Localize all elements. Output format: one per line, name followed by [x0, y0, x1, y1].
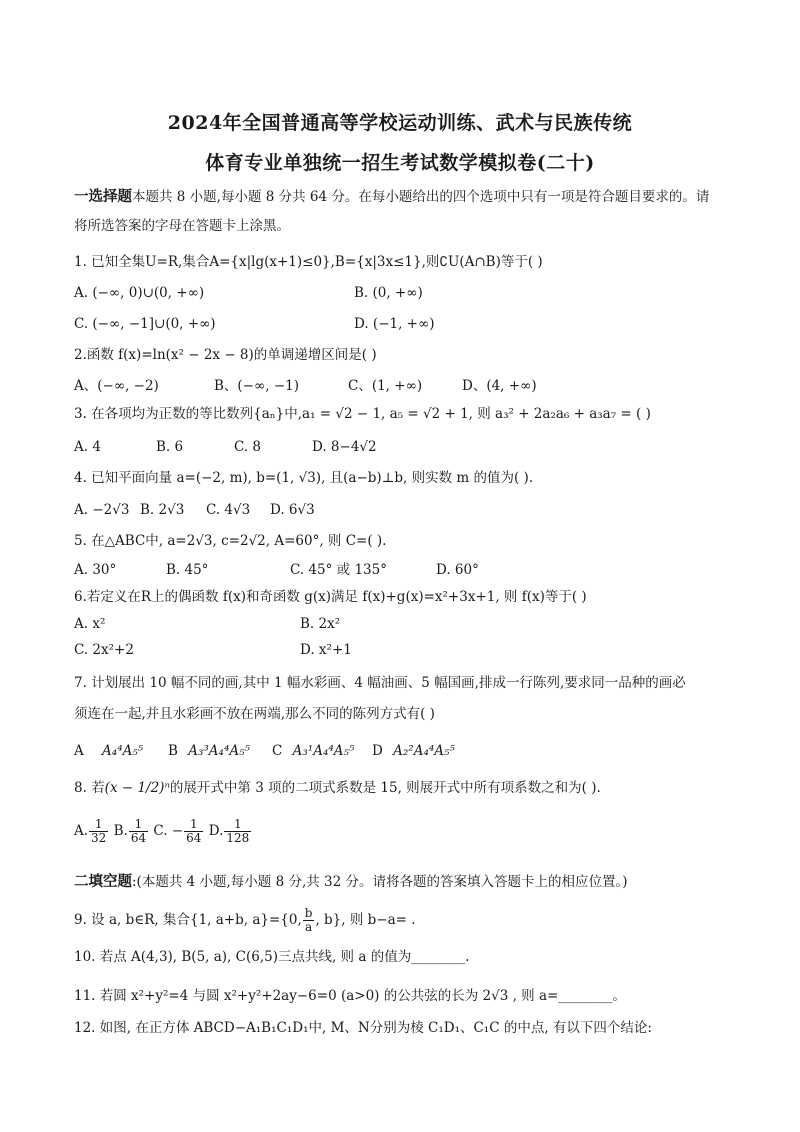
q8-option-d-fraction: [224, 818, 251, 845]
q7-option-d-expr: A₂²A₄⁴A₅⁵: [393, 743, 455, 759]
q8-option-d-label: D.: [208, 823, 224, 839]
q3-option-b: B. 6: [156, 439, 184, 455]
q3-option-c: C. 8: [234, 439, 262, 455]
q11-stem: 11. 若圆 x²+y²=4 与圆 x²+y²+2ay−6=0 (a>0) 的公共弦的长为 2√3 , 则 a=________。: [74, 988, 626, 1004]
q7-option-c-expr: A₃¹A₄⁴A₅⁵: [292, 743, 355, 759]
q7-option-c: [272, 741, 354, 761]
q5-option-b: B. 45°: [166, 562, 209, 578]
q4-option-d: D. 6√3: [270, 502, 315, 518]
q4-stem: 4. 已知平面向量 a=(−2, m), b=(1, √3), 且(a−b)⊥b, 则实数 m 的值为( ).: [74, 470, 534, 486]
q9-fraction-den: a: [305, 920, 313, 934]
q8-option-a-den: 32: [91, 831, 107, 845]
q3-stem: 3. 在各项均为正数的等比数列{aₙ}中,a₁ = √2 − 1, a₅ = √2 + 1, 则 a₃² + 2a₂a₆ + a₃a₇ = ( ): [74, 406, 651, 422]
q7-option-b-expr: A₃³A₄⁴A₅⁵: [188, 743, 250, 759]
q2-option-c: C、(1, +∞): [348, 378, 423, 394]
q8-option-c-num: 1: [184, 818, 203, 832]
q8-option-b-label: B.: [113, 823, 128, 839]
section2-intro-text: :(本题共 4 小题,每小题 8 分,共 32 分。请将各题的答案填入答题卡上的相应位置。): [132, 874, 628, 890]
q7-option-d-label: D: [372, 743, 383, 759]
exam-title-line1: 2024年全国普通高等学校运动训练、武术与民族传统: [167, 112, 633, 134]
q8-expression: (x − 1/2)ⁿ: [104, 780, 170, 796]
q5-option-a: A. 30°: [74, 562, 117, 578]
q5-option-d: D. 60°: [436, 562, 479, 578]
exam-title-line2: 体育专业单独统一招生考试数学模拟卷(二十): [205, 152, 595, 174]
q8-stem: [74, 778, 760, 798]
section1-intro-line2: 将所选答案的字母在答题卡上涂黑。: [74, 218, 290, 234]
q12-stem: 12. 如图, 在正方体 ABCD−A₁B₁C₁D₁中, M、N分别为棱 C₁D₁、C₁C 的中点, 有以下四个结论:: [74, 1020, 652, 1036]
q8-option-c-den: 64: [186, 831, 202, 845]
q1-stem: 1. 已知全集U=R,集合A={x|lg(x+1)≤0},B={x|3x≤1},则∁U(A∩B)等于( ): [74, 254, 543, 270]
q8-stem-post: 的展开式中第 3 项的二项式系数是 15, 则展开式中所有项系数之和为( ).: [169, 780, 601, 796]
section2-heading: 二填空题: [74, 873, 132, 890]
q2-option-a: A、(−∞, −2): [74, 378, 159, 394]
q1-option-b: B. (0, +∞): [354, 285, 423, 301]
q9-stem-post: , b}, 则 b−a= .: [315, 912, 416, 928]
q8-option-b-den: 64: [130, 831, 147, 845]
q3-option-d: D. 8−4√2: [312, 439, 377, 455]
q10-stem: 10. 若点 A(4,3), B(5, a), C(6,5)三点共线, 则 a 的值为________.: [74, 949, 470, 965]
q8-option-b-fraction: [129, 818, 148, 845]
q7-option-a-label: A: [74, 743, 84, 759]
q9-fraction-num: b: [304, 906, 313, 920]
q5-stem: 5. 在△ABC中, a=2√3, c=2√2, A=60°, 则 C=( ).: [74, 533, 387, 549]
q2-option-d: D、(4, +∞): [462, 378, 537, 394]
q9-stem: [74, 906, 760, 934]
q6-option-c: C. 2x²+2: [74, 642, 134, 658]
q8-option-d-num: 1: [224, 818, 251, 832]
q6-stem: 6.若定义在R上的偶函数 f(x)和奇函数 g(x)满足 f(x)+g(x)=x²+3x+1, 则 f(x)等于( ): [74, 589, 587, 605]
q7-option-d: [372, 741, 455, 761]
q6-option-d: D. x²+1: [300, 642, 352, 658]
section1-intro: [74, 187, 760, 207]
q8-option-c-label: C. −: [153, 823, 184, 839]
q9-stem-pre: 9. 设 a, b∈R, 集合{1, a+b, a}={0,: [74, 912, 302, 928]
q8-option-d-den: 128: [226, 831, 250, 845]
q7-stem-line1: 7. 计划展出 10 幅不同的画,其中 1 幅水彩画、4 幅油画、5 幅国画,排成一行陈列,要求同一品种的画必: [74, 675, 686, 691]
section1-intro-line1: 本题共 8 小题,每小题 8 分共 64 分。在每小题给出的四个选项中只有一项是符合题目要求的。请: [132, 189, 710, 205]
q2-option-b: B、(−∞, −1): [214, 378, 299, 394]
q6-option-b: B. 2x²: [300, 616, 341, 632]
q8-options: [74, 818, 252, 845]
q8-stem-pre: 8. 若: [74, 780, 105, 796]
q8-option-a-num: 1: [89, 818, 108, 832]
q8-option-b-num: 1: [129, 818, 148, 832]
q6-option-a: A. x²: [74, 616, 106, 632]
section1-heading: 一选择题: [74, 188, 132, 205]
q7-option-a-expr: A₄⁴A₅⁵: [102, 743, 144, 759]
q4-option-b: B. 2√3: [140, 502, 185, 518]
q7-option-b: [168, 741, 250, 761]
q8-option-a-label: A.: [74, 823, 89, 839]
q7-option-c-label: C: [272, 743, 283, 759]
q2-stem: 2.函数 f(x)=ln(x² − 2x − 8)的单调递增区间是( ): [74, 347, 377, 363]
q7-stem-line2: 须连在一起,并且水彩画不放在两端,那么不同的陈列方式有( ): [74, 706, 435, 722]
q7-option-a: [74, 741, 143, 761]
q3-option-a: A. 4: [74, 439, 101, 455]
q7-option-b-label: B: [168, 743, 178, 759]
q4-option-c: C. 4√3: [206, 502, 251, 518]
q1-option-a: A. (−∞, 0)∪(0, +∞): [74, 285, 205, 301]
q8-option-c-fraction: [184, 818, 203, 845]
q4-option-a: A. −2√3: [74, 502, 130, 518]
q5-option-c: C. 45° 或 135°: [290, 562, 387, 578]
q1-option-d: D. (−1, +∞): [354, 316, 435, 332]
q1-option-c: C. (−∞, −1]∪(0, +∞): [74, 316, 216, 332]
q9-fraction: [303, 907, 315, 934]
q8-option-a-fraction: [89, 818, 108, 845]
section2-intro: [74, 872, 760, 892]
